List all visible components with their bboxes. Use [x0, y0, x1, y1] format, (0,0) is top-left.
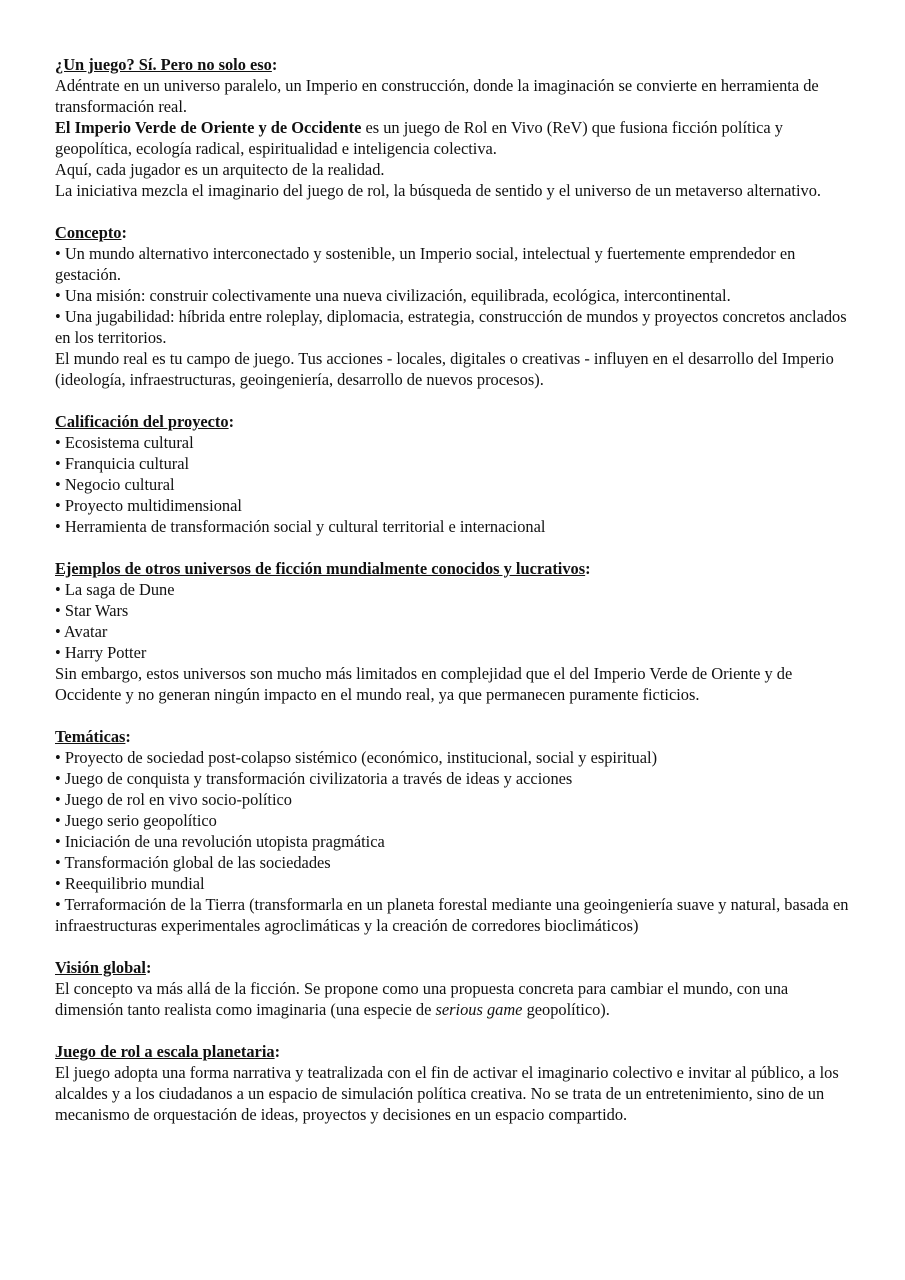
bullet-item: • Una jugabilidad: híbrida entre roleplay, diplomacia, estrategia, construcción de mundos y proyectos concretos anclados en los territorios.	[55, 307, 847, 347]
section-intro	[55, 54, 855, 201]
bullet-item: • Una misión: construir colectivamente una nueva civilización, equilibrada, ecológica, intercontinental.	[55, 286, 731, 305]
paragraph-text: es un juego de Rol en Vivo (ReV) que fusiona ficción política y geopolítica, ecología radical, espiritualidad e inteligencia colectiva.	[55, 118, 783, 158]
paragraph: El mundo real es tu campo de juego. Tus acciones - locales, digitales o creativas - influyen en el desarrollo del Imperio (ideología, infraestructuras, geoingeniería, desarrollo de nuevos procesos).	[55, 349, 834, 389]
bullet-item: • Ecosistema cultural	[55, 433, 194, 452]
section-concepto	[55, 222, 855, 390]
paragraph: La iniciativa mezcla el imaginario del juego de rol, la búsqueda de sentido y el universo de un metaverso alternativo.	[55, 181, 821, 200]
italic-phrase: serious game	[435, 1000, 523, 1019]
section-calificacion	[55, 411, 855, 537]
heading-text: ¿Un juego? Sí. Pero no solo eso	[55, 55, 272, 74]
section-heading	[55, 1041, 855, 1062]
heading-text: Ejemplos de otros universos de ficción mundialmente conocidos y lucrativos	[55, 559, 586, 578]
paragraph: Sin embargo, estos universos son mucho más limitados en complejidad que el del Imperio Verde de Oriente y de Occidente y no generan ningún impacto en el mundo real, ya que permanecen puramente ficticios.	[55, 664, 793, 704]
paragraph: El juego adopta una forma narrativa y teatralizada con el fin de activar el imaginario colectivo e invitar al público, a los alcaldes y a los ciudadanos a un espacio de simulación política creativa. No se trata de un entretenimiento, sino de un mecanismo de orquestación de ideas, proyectos y decisiones en un espacio compartido.	[55, 1063, 839, 1124]
paragraph: Adéntrate en un universo paralelo, un Imperio en construcción, donde la imaginación se convierte en herramienta de transformación real.	[55, 76, 819, 116]
section-heading	[55, 726, 855, 747]
bullet-item: • Herramienta de transformación social y cultural territorial e internacional	[55, 517, 546, 536]
section-heading	[55, 54, 855, 75]
bullet-item: • Terraformación de la Tierra (transformarla en un planeta forestal mediante una geoingeniería suave y natural, basada en infraestructuras experimentales agroclimáticas y la creación de corredores bioclimáticos)	[55, 895, 849, 935]
bullet-item: • Un mundo alternativo interconectado y sostenible, un Imperio social, intelectual y fuertemente emprendedor en gestación.	[55, 244, 796, 284]
bullet-item: • Juego de rol en vivo socio-político	[55, 790, 292, 809]
section-ejemplos	[55, 558, 855, 705]
heading-text: Temáticas	[55, 727, 126, 746]
bullet-item: • Reequilibrio mundial	[55, 874, 205, 893]
heading-text: Juego de rol a escala planetaria	[55, 1042, 275, 1061]
bullet-item: • Juego de conquista y transformación civilizatoria a través de ideas y acciones	[55, 769, 573, 788]
bullet-item: • Transformación global de las sociedades	[55, 853, 331, 872]
heading-colon: :	[228, 412, 235, 431]
paragraph: Aquí, cada jugador es un arquitecto de la realidad.	[55, 160, 385, 179]
section-heading	[55, 411, 855, 432]
heading-colon: :	[271, 55, 278, 74]
heading-text: Concepto	[55, 223, 122, 242]
bullet-item: • Proyecto multidimensional	[55, 496, 242, 515]
paragraph	[55, 117, 855, 159]
bullet-item: • Juego serio geopolítico	[55, 811, 217, 830]
section-heading	[55, 222, 855, 243]
bold-phrase: El Imperio Verde de Oriente y de Occidente	[55, 118, 362, 137]
document-page	[55, 54, 855, 1125]
heading-colon: :	[274, 1042, 281, 1061]
bullet-item: • La saga de Dune	[55, 580, 175, 599]
paragraph-text: geopolítico).	[522, 1000, 610, 1019]
heading-text: Visión global	[55, 958, 146, 977]
heading-colon: :	[585, 559, 591, 578]
bullet-item: • Proyecto de sociedad post-colapso sistémico (económico, institucional, social y espiritual)	[55, 748, 658, 767]
bullet-item: • Franquicia cultural	[55, 454, 190, 473]
section-heading	[55, 957, 855, 978]
bullet-item: • Avatar	[55, 622, 108, 641]
paragraph-text: El concepto va más allá de la ficción. Se propone como una propuesta concreta para cambiar el mundo, con una dimensión tanto realista como imaginaria (una especie de	[55, 979, 789, 1019]
heading-colon: :	[121, 223, 127, 242]
section-heading	[55, 558, 855, 579]
section-juego-rol	[55, 1041, 855, 1125]
heading-colon: :	[145, 958, 152, 977]
bullet-item: • Harry Potter	[55, 643, 147, 662]
paragraph	[55, 978, 855, 1020]
bullet-item: • Iniciación de una revolución utopista pragmática	[55, 832, 385, 851]
bullet-item: • Star Wars	[55, 601, 129, 620]
section-tematicas	[55, 726, 855, 936]
heading-text: Calificación del proyecto	[55, 412, 229, 431]
bullet-item: • Negocio cultural	[55, 475, 175, 494]
heading-colon: :	[125, 727, 131, 746]
section-vision	[55, 957, 855, 1020]
